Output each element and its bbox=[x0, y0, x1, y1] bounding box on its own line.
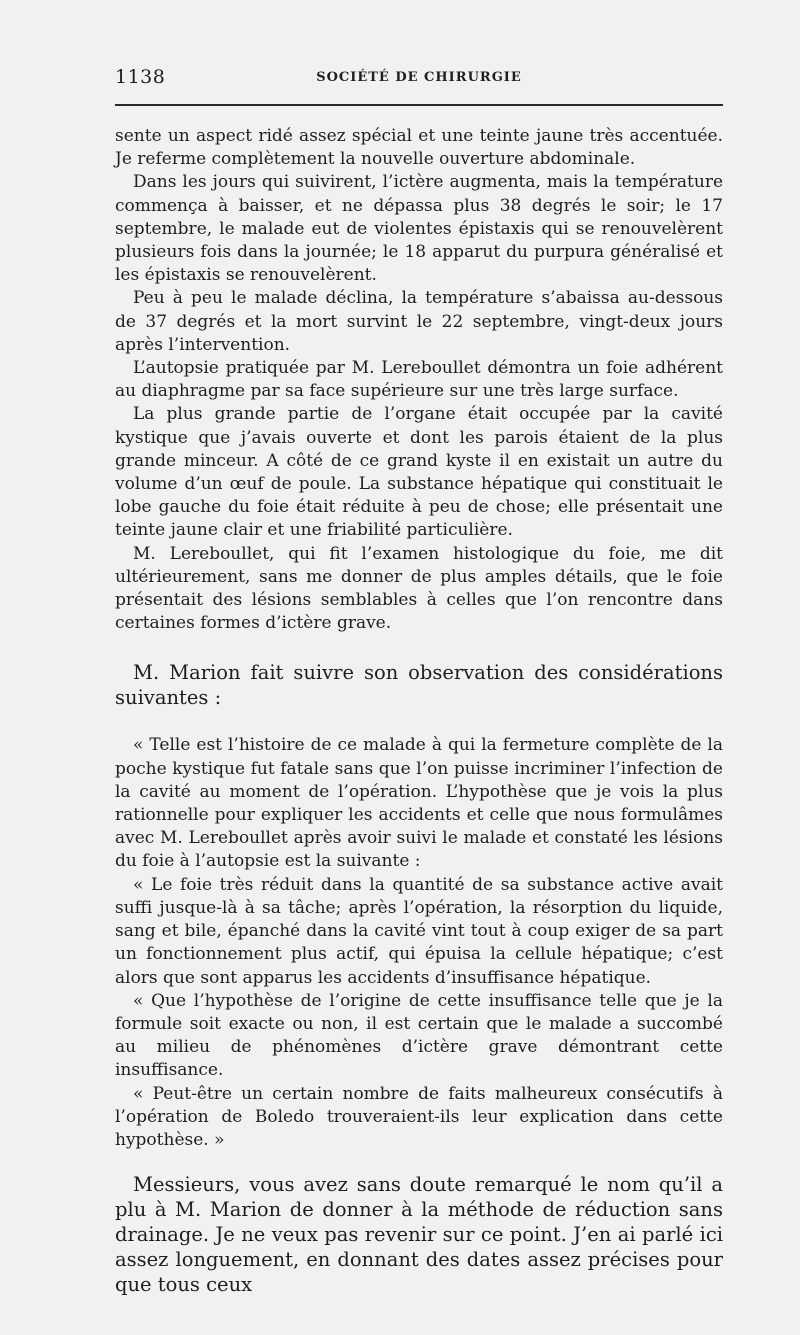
quote-paragraph: « Telle est l’histoire de ce malade à qui la fermeture complète de la poche kystique fut fatale sans que l’on puisse incriminer l’infection de la cavité au moment de l’opération. L’hypothèse que je vois la plus rationnelle pour expliquer les accidents et celle que nous formulâmes avec M. Lereboullet après avoir suivi le malade et constaté les lésions du foie à l’autopsie est la suivante : bbox=[115, 735, 723, 872]
quote-paragraph: « Que l’hypothèse de l’origine de cette insuffisance telle que je la formule soit exacte ou non, il est certain que le malade a succombé au milieu de phénomènes d’ictère grave démontrant cette insuffisance. bbox=[115, 990, 723, 1081]
header-rule bbox=[115, 104, 723, 106]
section-intro: M. Marion fait suivre son observation des considérations suivantes : bbox=[115, 661, 723, 710]
paragraph: Dans les jours qui suivirent, l’ictère augmenta, mais la température commença à baisser, et ne dépassa plus 38 degrés le soir; le 17 septembre, le malade eut de violentes épistaxis qui se renouvelèrent plusieurs fois dans la journée; le 18 apparut du purpura généralisé et les épistaxis se renouvelèrent. bbox=[115, 172, 723, 286]
quote-paragraph: « Le foie très réduit dans la quantité de sa substance active avait suffi jusque-là à sa tâche; après l’opération, la résorption du liquide, sang et bile, épanché dans la cavité vint tout à coup exiger de sa part un fonctionnement plus actif, qui épuisa la cellule hépatique; c’est alors que sont apparus les accidents d’insuffisance hépatique. bbox=[115, 874, 723, 988]
page-header bbox=[115, 66, 723, 92]
paragraph: L’autopsie pratiquée par M. Lereboullet démontra un foie adhérent au diaphragme par sa face supérieure sur une très large surface. bbox=[115, 358, 723, 402]
quote-paragraph: « Peut-être un certain nombre de faits malheureux consécutifs à l’opération de Boledo trouveraient-ils leur explication dans cette hypothèse. » bbox=[115, 1083, 723, 1150]
paragraph: M. Lereboullet, qui fit l’examen histologique du foie, me dit ultérieurement, sans me donner de plus amples détails, que le foie présentait des lésions semblables à celles que l’on rencontre dans certaines formes d’ictère grave. bbox=[115, 543, 723, 634]
paragraph: Peu à peu le malade déclina, la température s’abaissa au-dessous de 37 degrés et la mort survint le 22 septembre, vingt-deux jours après l’intervention. bbox=[115, 288, 723, 355]
body-text bbox=[115, 125, 723, 1297]
running-title: SOCIÉTÉ DE CHIRURGIE bbox=[316, 70, 522, 85]
page-number: 1138 bbox=[115, 66, 166, 88]
paragraph: sente un aspect ridé assez spécial et une teinte jaune très accentuée. Je referme complètement la nouvelle ouverture abdominale. bbox=[115, 126, 723, 170]
paragraph: La plus grande partie de l’organe était occupée par la cavité kystique que j’avais ouverte et dont les parois étaient de la plus grande minceur. A côté de ce grand kyste il en existait un autre du volume d’un œuf de poule. La substance hépatique qui constituait le lobe gauche du foie était réduite à peu de chose; elle présentait une teinte jaune clair et une friabilité particulière. bbox=[115, 404, 723, 541]
paragraph: Messieurs, vous avez sans doute remarqué le nom qu’il a plu à M. Marion de donner à la méthode de réduction sans drainage. Je ne veux pas revenir sur ce point. J’en ai parlé ici assez longuement, en donnant des dates assez précises pour que tous ceux bbox=[115, 1173, 723, 1297]
